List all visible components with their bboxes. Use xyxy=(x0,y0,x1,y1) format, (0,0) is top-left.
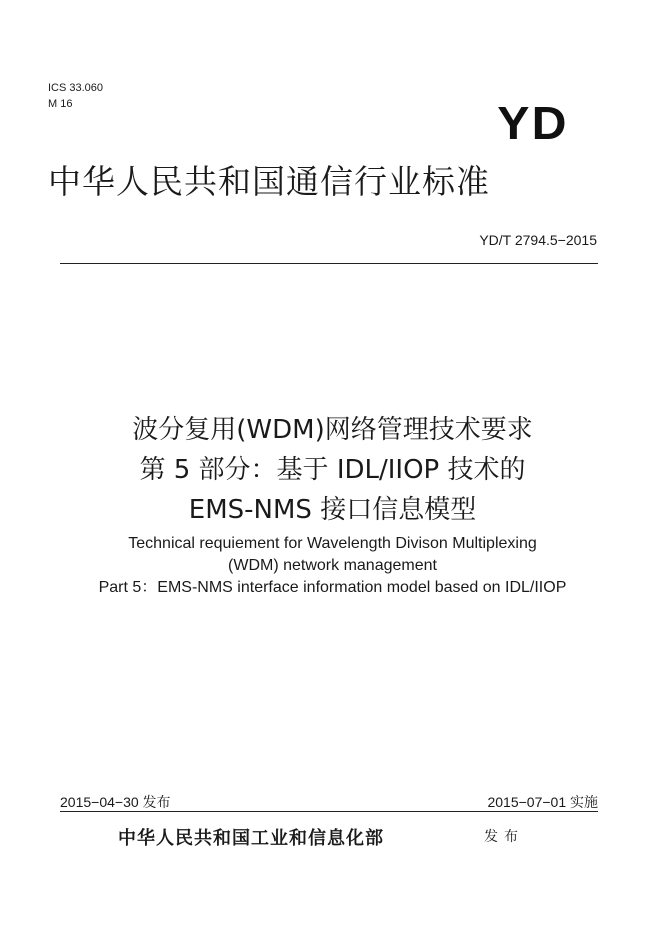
standard-number: YD/T 2794.5−2015 xyxy=(479,232,597,248)
publish-label: 发布 xyxy=(484,829,524,845)
title-en-line-1: Technical requiement for Wavelength Divison Multiplexing xyxy=(128,535,537,552)
yd-logo: YD xyxy=(497,97,569,149)
title-en-line-2: (WDM) network management xyxy=(228,557,437,574)
title-cn-line-3: EMS-NMS 接口信息模型 xyxy=(188,495,477,525)
header-divider xyxy=(60,263,598,264)
ics-block xyxy=(48,80,103,112)
classification-code: M 16 xyxy=(48,98,73,110)
publisher-name: 中华人民共和国工业和信息化部 xyxy=(118,828,384,849)
footer-divider xyxy=(60,811,598,812)
title-cn-line-1: 波分复用(WDM)网络管理技术要求 xyxy=(132,415,533,445)
issue-date: 2015−04−30 发布 xyxy=(60,794,171,810)
implement-date: 2015−07−01 实施 xyxy=(487,794,598,810)
title-cn-line-2: 第 5 部分：基于 IDL/IIOP 技术的 xyxy=(139,455,526,485)
organization-title: 中华人民共和国通信行业标准 xyxy=(48,162,490,201)
ics-code: ICS 33.060 xyxy=(48,82,104,94)
title-en-line-3: Part 5：EMS-NMS interface information model based on IDL/IIOP xyxy=(98,579,567,596)
